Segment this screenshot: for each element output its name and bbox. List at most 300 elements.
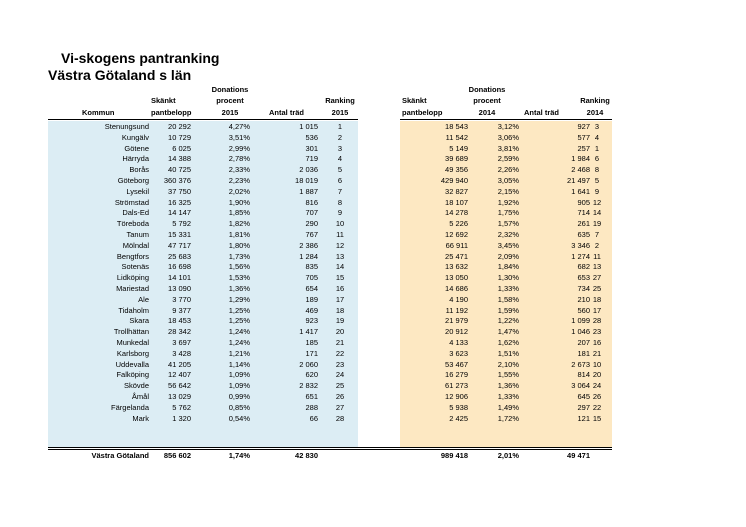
cell-rank-2014: 19 (592, 219, 602, 229)
table-row (0, 295, 746, 306)
cell-kommun: Kungälv (121, 132, 149, 142)
cell-trad-2015: 1 417 (299, 327, 318, 337)
header-donations-2014: Donations (468, 85, 506, 94)
cell-belopp-2015: 3 428 (172, 348, 191, 358)
cell-rank-2015: 25 (335, 381, 345, 391)
table-row (0, 262, 746, 273)
cell-trad-2014: 560 (577, 305, 590, 315)
cell-procent-2015: 1,24% (228, 327, 250, 337)
cell-belopp-2015: 37 750 (168, 186, 191, 196)
cell-belopp-2015: 13 090 (168, 283, 191, 293)
cell-kommun: Skara (129, 316, 149, 326)
cell-trad-2015: 816 (305, 197, 318, 207)
cell-kommun: Ale (138, 294, 149, 304)
cell-procent-2015: 2,99% (228, 143, 250, 153)
cell-procent-2014: 3,05% (497, 175, 519, 185)
cell-trad-2015: 707 (305, 208, 318, 218)
cell-trad-2015: 290 (305, 219, 318, 229)
cell-procent-2014: 1,47% (497, 327, 519, 337)
header-year-2015: 2015 (221, 108, 239, 117)
table-row (0, 370, 746, 381)
table-row (0, 133, 746, 144)
cell-trad-2014: 21 497 (567, 175, 590, 185)
cell-trad-2014: 905 (577, 197, 590, 207)
cell-procent-2015: 1,82% (228, 219, 250, 229)
cell-rank-2015: 10 (335, 219, 345, 229)
cell-procent-2014: 1,75% (497, 208, 519, 218)
cell-trad-2014: 1 099 (571, 316, 590, 326)
table-row (0, 338, 746, 349)
cell-procent-2015: 1,25% (228, 305, 250, 315)
cell-rank-2015: 23 (335, 359, 345, 369)
cell-procent-2015: 1,90% (228, 197, 250, 207)
cell-belopp-2015: 15 331 (168, 229, 191, 239)
cell-belopp-2014: 4 190 (449, 294, 468, 304)
total-kommun: Västra Götaland (91, 451, 149, 460)
cell-kommun: Färgelanda (111, 402, 149, 412)
cell-kommun: Tanum (126, 229, 149, 239)
header-procent-2015: procent (216, 96, 244, 105)
table-row (0, 122, 746, 133)
cell-procent-2014: 1,92% (497, 197, 519, 207)
cell-rank-2015: 4 (337, 154, 343, 164)
cell-trad-2015: 719 (305, 154, 318, 164)
cell-kommun: Strömstad (114, 197, 149, 207)
cell-rank-2014: 27 (592, 273, 602, 283)
cell-trad-2014: 927 (577, 122, 590, 131)
table-row (0, 219, 746, 230)
cell-procent-2014: 1,30% (497, 273, 519, 283)
cell-belopp-2015: 6 025 (172, 143, 191, 153)
cell-rank-2014: 20 (592, 370, 602, 380)
cell-trad-2014: 210 (577, 294, 590, 304)
cell-procent-2015: 1,24% (228, 337, 250, 347)
table-row (0, 403, 746, 414)
table-row (0, 392, 746, 403)
total-procent-2014: 2,01% (497, 451, 519, 460)
cell-trad-2014: 3 346 (571, 240, 590, 250)
table-row (0, 208, 746, 219)
total-belopp-2014: 989 418 (440, 451, 468, 460)
header-ranking-year-2014: 2014 (586, 108, 604, 117)
cell-belopp-2014: 12 906 (445, 391, 468, 401)
cell-trad-2014: 577 (577, 132, 590, 142)
cell-procent-2015: 1,36% (228, 283, 250, 293)
cell-procent-2015: 0,54% (228, 413, 250, 423)
cell-belopp-2014: 18 107 (445, 197, 468, 207)
cell-rank-2014: 12 (592, 197, 602, 207)
cell-belopp-2014: 14 686 (445, 283, 468, 293)
cell-procent-2015: 2,78% (228, 154, 250, 164)
cell-rank-2015: 28 (335, 413, 345, 423)
cell-procent-2014: 2,32% (497, 229, 519, 239)
cell-procent-2015: 1,21% (228, 348, 250, 358)
header-divider-2014 (400, 119, 612, 120)
cell-trad-2014: 2 673 (571, 359, 590, 369)
cell-procent-2015: 3,51% (228, 132, 250, 142)
cell-belopp-2015: 28 342 (168, 327, 191, 337)
cell-rank-2015: 22 (335, 348, 345, 358)
cell-rank-2014: 14 (592, 208, 602, 218)
cell-procent-2014: 1,33% (497, 283, 519, 293)
cell-trad-2014: 257 (577, 143, 590, 153)
cell-kommun: Härryda (122, 154, 149, 164)
cell-belopp-2014: 5 149 (449, 143, 468, 153)
cell-procent-2015: 1,85% (228, 208, 250, 218)
cell-kommun: Tidaholm (118, 305, 149, 315)
cell-belopp-2014: 13 050 (445, 273, 468, 283)
cell-kommun: Munkedal (116, 337, 149, 347)
cell-rank-2015: 11 (336, 229, 344, 239)
cell-trad-2014: 181 (577, 348, 590, 358)
cell-rank-2015: 19 (335, 316, 345, 326)
cell-trad-2015: 705 (305, 273, 318, 283)
cell-kommun: Mölndal (122, 240, 149, 250)
cell-kommun: Karlsborg (116, 348, 149, 358)
cell-procent-2015: 1,29% (228, 294, 250, 304)
cell-kommun: Mark (132, 413, 149, 423)
cell-procent-2015: 2,02% (228, 186, 250, 196)
cell-belopp-2014: 3 623 (449, 348, 468, 358)
cell-rank-2014: 1 (594, 143, 600, 153)
cell-trad-2014: 121 (577, 413, 590, 423)
cell-rank-2015: 27 (335, 402, 345, 412)
total-divider-top (48, 447, 612, 448)
cell-procent-2014: 1,36% (497, 381, 519, 391)
cell-rank-2014: 17 (592, 305, 602, 315)
cell-belopp-2014: 4 133 (449, 337, 468, 347)
cell-trad-2014: 261 (577, 219, 590, 229)
cell-trad-2015: 1 887 (299, 186, 318, 196)
total-trad-2015: 42 830 (295, 451, 318, 460)
cell-procent-2014: 3,06% (497, 132, 519, 142)
cell-rank-2015: 16 (335, 283, 345, 293)
cell-procent-2014: 1,55% (497, 370, 519, 380)
cell-rank-2015: 7 (337, 186, 343, 196)
table-row (0, 187, 746, 198)
header-skankt-2014: Skänkt (402, 96, 427, 105)
cell-procent-2014: 1,49% (497, 402, 519, 412)
cell-kommun: Falköping (116, 370, 149, 380)
cell-belopp-2015: 16 325 (168, 197, 191, 207)
table-row (0, 414, 746, 425)
cell-belopp-2015: 56 642 (168, 381, 191, 391)
cell-procent-2014: 3,12% (497, 122, 519, 131)
cell-trad-2015: 2 832 (299, 381, 318, 391)
cell-trad-2014: 814 (577, 370, 590, 380)
cell-rank-2015: 8 (337, 197, 343, 207)
cell-procent-2015: 1,09% (228, 370, 250, 380)
table-row (0, 230, 746, 241)
cell-belopp-2015: 40 725 (168, 165, 191, 175)
cell-belopp-2015: 13 029 (168, 391, 191, 401)
cell-procent-2014: 2,26% (497, 165, 519, 175)
cell-trad-2015: 835 (305, 262, 318, 272)
cell-rank-2015: 14 (335, 262, 345, 272)
cell-belopp-2015: 5 792 (172, 219, 191, 229)
cell-trad-2015: 66 (309, 413, 318, 423)
table-row (0, 198, 746, 209)
table-row (0, 360, 746, 371)
cell-kommun: Bengtfors (116, 251, 149, 261)
cell-kommun: Mariestad (116, 283, 149, 293)
header-ranking-year-2015: 2015 (331, 108, 349, 117)
cell-trad-2015: 18 019 (295, 175, 318, 185)
cell-belopp-2015: 14 147 (168, 208, 191, 218)
cell-rank-2014: 11 (593, 251, 601, 261)
cell-trad-2015: 2 060 (299, 359, 318, 369)
cell-belopp-2015: 16 698 (168, 262, 191, 272)
table-body (0, 122, 746, 424)
table-row (0, 284, 746, 295)
cell-belopp-2015: 12 407 (168, 370, 191, 380)
cell-belopp-2014: 13 632 (445, 262, 468, 272)
header-year-2014: 2014 (478, 108, 496, 117)
header-ranking-2015: Ranking (325, 96, 355, 105)
cell-rank-2015: 9 (337, 208, 343, 218)
page-title: Vi-skogens pantranking (61, 50, 220, 66)
cell-trad-2015: 469 (305, 305, 318, 315)
cell-procent-2014: 1,72% (497, 413, 519, 423)
cell-procent-2015: 1,09% (228, 381, 250, 391)
cell-procent-2014: 1,59% (497, 305, 519, 315)
cell-trad-2015: 189 (305, 294, 318, 304)
table-row (0, 154, 746, 165)
cell-belopp-2014: 53 467 (445, 359, 468, 369)
cell-belopp-2014: 21 979 (445, 316, 468, 326)
cell-trad-2014: 1 046 (571, 327, 590, 337)
table-row (0, 306, 746, 317)
table-row (0, 381, 746, 392)
table-row (0, 349, 746, 360)
cell-trad-2015: 185 (305, 337, 318, 347)
cell-belopp-2014: 39 689 (445, 154, 468, 164)
cell-kommun: Sotenäs (121, 262, 149, 272)
cell-rank-2015: 5 (337, 165, 343, 175)
cell-belopp-2014: 61 273 (445, 381, 468, 391)
cell-belopp-2015: 20 292 (168, 122, 191, 131)
cell-kommun: Töreboda (116, 219, 149, 229)
cell-rank-2014: 25 (592, 283, 602, 293)
cell-kommun: Dals-Ed (122, 208, 149, 218)
cell-trad-2015: 767 (305, 229, 318, 239)
cell-rank-2015: 17 (335, 294, 345, 304)
cell-belopp-2015: 47 717 (168, 240, 191, 250)
cell-belopp-2014: 12 692 (445, 229, 468, 239)
cell-procent-2015: 1,73% (228, 251, 250, 261)
cell-procent-2015: 0,99% (228, 391, 250, 401)
cell-trad-2015: 171 (305, 348, 318, 358)
cell-belopp-2015: 1 320 (172, 413, 191, 423)
cell-belopp-2015: 14 388 (168, 154, 191, 164)
cell-trad-2015: 1 284 (299, 251, 318, 261)
cell-rank-2014: 9 (594, 186, 600, 196)
cell-rank-2015: 18 (335, 305, 345, 315)
cell-procent-2014: 3,45% (497, 240, 519, 250)
cell-belopp-2014: 25 471 (445, 251, 468, 261)
cell-kommun: Borås (129, 165, 149, 175)
cell-procent-2014: 2,10% (497, 359, 519, 369)
cell-rank-2014: 13 (592, 262, 602, 272)
total-belopp-2015: 856 602 (163, 451, 191, 460)
cell-rank-2014: 21 (592, 348, 602, 358)
cell-kommun: Göteborg (117, 175, 149, 185)
cell-procent-2015: 1,80% (228, 240, 250, 250)
cell-rank-2014: 5 (594, 175, 600, 185)
cell-belopp-2015: 14 101 (168, 273, 191, 283)
header-skankt-2015: Skänkt (151, 96, 176, 105)
total-procent-2015: 1,74% (228, 451, 250, 460)
cell-belopp-2014: 16 279 (445, 370, 468, 380)
cell-trad-2015: 654 (305, 283, 318, 293)
cell-rank-2014: 16 (592, 337, 602, 347)
cell-belopp-2014: 429 940 (440, 175, 468, 185)
cell-rank-2014: 7 (594, 229, 600, 239)
cell-rank-2015: 3 (337, 143, 343, 153)
cell-kommun: Lidköping (116, 273, 149, 283)
cell-belopp-2014: 5 226 (449, 219, 468, 229)
table-row (0, 241, 746, 252)
cell-belopp-2015: 25 683 (168, 251, 191, 261)
cell-trad-2015: 2 386 (299, 240, 318, 250)
cell-belopp-2014: 2 425 (449, 413, 468, 423)
cell-rank-2014: 2 (594, 240, 600, 250)
cell-rank-2014: 6 (594, 154, 600, 164)
cell-trad-2014: 207 (577, 337, 590, 347)
cell-trad-2015: 288 (305, 402, 318, 412)
header-antal-trad-2015: Antal träd (269, 108, 305, 117)
table-row (0, 327, 746, 338)
cell-procent-2015: 1,14% (228, 359, 250, 369)
cell-rank-2015: 24 (335, 370, 345, 380)
cell-rank-2015: 2 (337, 132, 343, 142)
header-ranking-2014: Ranking (580, 96, 610, 105)
cell-procent-2014: 1,58% (497, 294, 519, 304)
cell-rank-2015: 20 (335, 327, 345, 337)
cell-belopp-2015: 5 762 (172, 402, 191, 412)
cell-rank-2015: 15 (335, 273, 345, 283)
cell-belopp-2015: 41 205 (168, 359, 191, 369)
cell-rank-2015: 26 (335, 391, 345, 401)
cell-trad-2014: 734 (577, 283, 590, 293)
cell-kommun: Uddevalla (115, 359, 149, 369)
cell-rank-2014: 4 (594, 132, 600, 142)
header-divider-2015 (48, 119, 358, 120)
cell-kommun: Stenungsund (104, 122, 149, 131)
cell-belopp-2014: 20 912 (445, 327, 468, 337)
table-row (0, 165, 746, 176)
header-kommun: Kommun (82, 108, 115, 117)
cell-procent-2015: 1,56% (228, 262, 250, 272)
total-row (0, 450, 746, 461)
cell-procent-2015: 2,33% (228, 165, 250, 175)
cell-rank-2014: 8 (594, 165, 600, 175)
header-antal-trad-2014: Antal träd (524, 108, 560, 117)
cell-procent-2015: 1,25% (228, 316, 250, 326)
cell-procent-2014: 2,09% (497, 251, 519, 261)
cell-kommun: Skövde (123, 381, 149, 391)
cell-rank-2015: 1 (337, 122, 343, 131)
table-row (0, 144, 746, 155)
header-procent-2014: procent (473, 96, 501, 105)
cell-belopp-2015: 18 453 (168, 316, 191, 326)
cell-trad-2015: 651 (305, 391, 318, 401)
cell-procent-2014: 2,15% (497, 186, 519, 196)
cell-rank-2014: 15 (592, 413, 602, 423)
table-row (0, 316, 746, 327)
cell-trad-2015: 2 036 (299, 165, 318, 175)
table-row (0, 252, 746, 263)
cell-rank-2014: 22 (592, 402, 602, 412)
cell-rank-2015: 6 (337, 175, 343, 185)
cell-trad-2014: 635 (577, 229, 590, 239)
header-donations-2015: Donations (211, 85, 249, 94)
cell-belopp-2015: 9 377 (172, 305, 191, 315)
cell-trad-2015: 923 (305, 316, 318, 326)
table-row (0, 273, 746, 284)
cell-trad-2014: 653 (577, 273, 590, 283)
cell-trad-2014: 682 (577, 262, 590, 272)
cell-procent-2014: 2,59% (497, 154, 519, 164)
page-subtitle: Västra Götaland s län (48, 67, 192, 83)
cell-kommun: Lysekil (126, 186, 149, 196)
cell-belopp-2014: 66 911 (445, 240, 468, 250)
cell-trad-2014: 2 468 (571, 165, 590, 175)
table-row (0, 176, 746, 187)
cell-rank-2014: 10 (592, 359, 602, 369)
cell-belopp-2015: 10 729 (168, 132, 191, 142)
cell-belopp-2014: 11 542 (445, 132, 468, 142)
cell-trad-2015: 301 (305, 143, 318, 153)
cell-trad-2015: 620 (305, 370, 318, 380)
cell-procent-2015: 4,27% (228, 122, 250, 131)
cell-trad-2014: 645 (577, 391, 590, 401)
cell-procent-2014: 1,33% (497, 391, 519, 401)
cell-kommun: Trollhättan (113, 327, 149, 337)
cell-belopp-2015: 3 770 (172, 294, 191, 304)
cell-procent-2014: 1,51% (497, 348, 519, 358)
cell-belopp-2014: 14 278 (445, 208, 468, 218)
cell-procent-2014: 1,22% (497, 316, 519, 326)
cell-rank-2014: 3 (594, 122, 600, 131)
cell-belopp-2015: 3 697 (172, 337, 191, 347)
cell-procent-2014: 1,84% (497, 262, 519, 272)
cell-trad-2014: 3 064 (571, 381, 590, 391)
cell-belopp-2014: 32 827 (445, 186, 468, 196)
cell-belopp-2014: 11 192 (445, 305, 468, 315)
cell-procent-2015: 1,53% (228, 273, 250, 283)
cell-belopp-2014: 18 543 (445, 122, 468, 131)
cell-belopp-2015: 360 376 (163, 175, 191, 185)
cell-procent-2015: 1,81% (228, 229, 250, 239)
cell-belopp-2014: 49 356 (445, 165, 468, 175)
header-pantbelopp-2015: pantbelopp (151, 108, 192, 117)
cell-procent-2015: 0,85% (228, 402, 250, 412)
cell-trad-2015: 1 015 (299, 122, 318, 131)
cell-rank-2014: 28 (592, 316, 602, 326)
cell-rank-2014: 18 (592, 294, 602, 304)
cell-rank-2015: 13 (335, 251, 345, 261)
header-pantbelopp-2014: pantbelopp (402, 108, 443, 117)
cell-rank-2014: 24 (592, 381, 602, 391)
cell-procent-2014: 1,62% (497, 337, 519, 347)
cell-trad-2014: 297 (577, 402, 590, 412)
cell-rank-2015: 21 (335, 337, 345, 347)
cell-belopp-2014: 5 938 (449, 402, 468, 412)
total-trad-2014: 49 471 (567, 451, 590, 460)
cell-rank-2014: 26 (592, 391, 602, 401)
cell-trad-2014: 714 (577, 208, 590, 218)
